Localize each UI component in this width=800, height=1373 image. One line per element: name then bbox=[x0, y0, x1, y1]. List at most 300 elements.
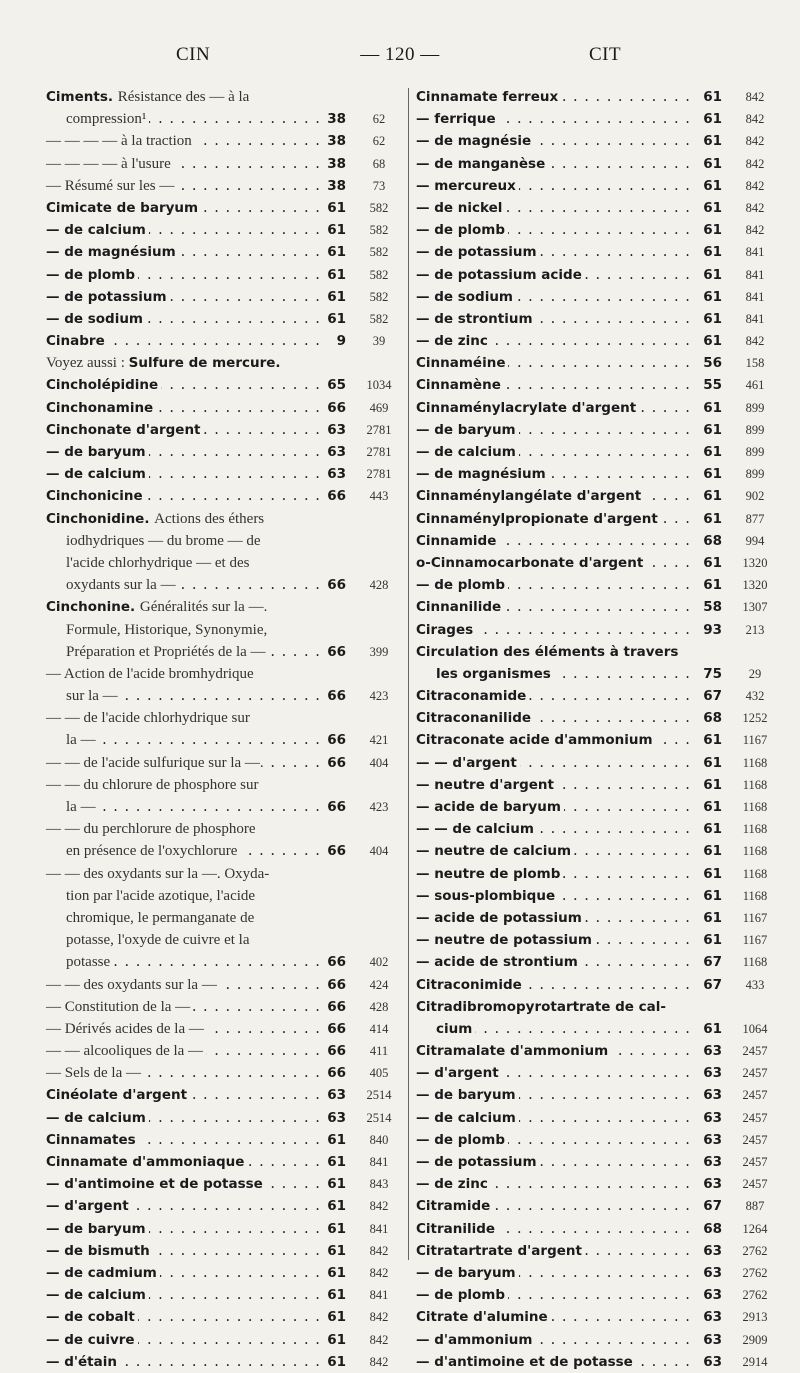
entry-term-text: Cinnaménylangélate d'argent bbox=[416, 488, 642, 505]
entry-volume: 61 bbox=[697, 330, 722, 352]
entry-volume: 61 bbox=[321, 286, 346, 308]
entry-page: 1168 bbox=[742, 800, 768, 814]
entry-term-text: Citraconamide bbox=[416, 688, 527, 705]
index-entry bbox=[46, 530, 402, 552]
index-entry bbox=[46, 840, 402, 862]
index-entry bbox=[46, 929, 402, 951]
entry-page: 842 bbox=[745, 223, 765, 238]
entry-term bbox=[46, 330, 108, 352]
entry-page: 1168 bbox=[742, 822, 768, 837]
entry-term-text: — de calcium bbox=[416, 444, 516, 460]
entry-term bbox=[46, 530, 264, 552]
entry-volume: 66 bbox=[321, 752, 346, 774]
entry-term-text: Cinchonicine bbox=[46, 488, 143, 505]
entry-term-text: Cinnamène bbox=[416, 377, 501, 394]
index-entry bbox=[46, 974, 402, 996]
entry-term bbox=[416, 1151, 540, 1173]
entry-volume: 61 bbox=[697, 485, 722, 507]
entry-term-text: — — de l'acide chlorhydrique sur bbox=[46, 710, 250, 727]
entry-volume: 61 bbox=[697, 929, 722, 951]
index-entry bbox=[416, 153, 778, 175]
entry-page: 2457 bbox=[742, 1088, 768, 1103]
entry-term-text: — de baryum bbox=[46, 444, 146, 460]
entry-page: 582 bbox=[369, 289, 389, 304]
entry-term-text: — de plomb bbox=[46, 266, 136, 283]
entry-term bbox=[416, 1306, 551, 1328]
index-entry bbox=[46, 397, 402, 419]
entry-term bbox=[46, 441, 149, 463]
entry-term bbox=[46, 707, 253, 729]
entry-page: 841 bbox=[745, 311, 765, 326]
entry-volume: 61 bbox=[321, 1129, 346, 1151]
entry-volume: 66 bbox=[321, 574, 346, 596]
entry-term bbox=[416, 907, 585, 929]
entry-term bbox=[46, 1195, 132, 1217]
entry-volume: 61 bbox=[697, 219, 722, 241]
entry-page: 899 bbox=[745, 445, 765, 459]
entry-volume: 58 bbox=[697, 596, 722, 618]
entry-term-text: Formule, Historique, Synonymie, bbox=[66, 621, 268, 638]
entry-term bbox=[46, 1107, 149, 1129]
entry-volume: 61 bbox=[697, 241, 722, 263]
index-entry bbox=[416, 840, 778, 862]
entry-term-text: — Résumé sur les — bbox=[46, 177, 175, 194]
entry-term-text: Ciments. bbox=[46, 89, 118, 105]
entry-term-text: Cinchonine. bbox=[46, 599, 140, 616]
entry-term bbox=[46, 1218, 149, 1240]
entry-term-text: Cinnamate d'ammoniaque bbox=[46, 1154, 245, 1170]
index-entry bbox=[46, 619, 402, 641]
index-entry bbox=[416, 1284, 778, 1306]
entry-term-text: Citraconimide bbox=[416, 976, 522, 993]
entry-term bbox=[46, 264, 138, 286]
entry-term bbox=[46, 1240, 153, 1262]
entry-page: 2457 bbox=[742, 1132, 768, 1147]
index-entry bbox=[416, 241, 778, 263]
index-column-right bbox=[416, 86, 778, 1373]
entry-page: 841 bbox=[369, 1221, 389, 1236]
entry-term-text: — sous-plombique bbox=[416, 887, 556, 904]
entry-page: 62 bbox=[372, 134, 386, 149]
entry-term bbox=[416, 241, 540, 263]
entry-term-text: — de plomb bbox=[416, 222, 506, 239]
entry-volume: 61 bbox=[697, 108, 722, 130]
index-entry bbox=[416, 419, 778, 441]
entry-term bbox=[416, 685, 529, 707]
entry-term bbox=[46, 840, 240, 862]
entry-term-text: — — des oxydants sur la —. Oxyda- bbox=[46, 865, 270, 882]
entry-term-text: — de baryum bbox=[416, 1264, 516, 1281]
entry-term bbox=[46, 1062, 144, 1084]
entry-volume: 61 bbox=[321, 1262, 346, 1284]
entry-volume: 61 bbox=[697, 197, 722, 219]
entry-term-text: — d'antimoine et de potasse bbox=[46, 1176, 263, 1193]
entry-volume: 93 bbox=[697, 619, 722, 641]
entry-volume: 61 bbox=[697, 552, 722, 574]
entry-term bbox=[416, 552, 646, 574]
entry-term bbox=[46, 1040, 206, 1062]
entry-volume: 61 bbox=[697, 175, 722, 197]
entry-page: 899 bbox=[745, 467, 765, 482]
entry-term-suffix: Généralités sur la —. bbox=[139, 599, 268, 616]
entry-term bbox=[46, 951, 113, 973]
entry-term-text: — de sodium bbox=[416, 288, 513, 305]
index-entry bbox=[46, 219, 402, 241]
entry-page: 840 bbox=[369, 1132, 389, 1147]
index-entry bbox=[416, 330, 778, 352]
entry-term-text: — de baryum bbox=[416, 1087, 516, 1104]
entry-term-text: Cimicate de baryum bbox=[46, 199, 199, 216]
entry-term bbox=[416, 197, 505, 219]
index-column-left bbox=[46, 86, 402, 1373]
entry-term-text: Citratartrate d'argent bbox=[416, 1242, 582, 1259]
entry-volume: 63 bbox=[321, 441, 346, 463]
entry-volume: 61 bbox=[321, 1306, 346, 1328]
entry-page: 411 bbox=[369, 1044, 389, 1059]
entry-term bbox=[416, 1040, 611, 1062]
header-right-keyword: CIT bbox=[589, 44, 622, 65]
entry-term bbox=[46, 1351, 120, 1373]
index-entry bbox=[416, 1262, 778, 1284]
entry-volume: 68 bbox=[697, 707, 722, 729]
index-entry bbox=[46, 1084, 402, 1106]
entry-term-text: Cinnaménylacrylate d'argent bbox=[416, 399, 637, 416]
entry-page: 1167 bbox=[742, 910, 768, 925]
index-entry bbox=[416, 1107, 778, 1129]
index-entry bbox=[416, 796, 778, 818]
entry-term-text: Citramalate d'ammonium bbox=[416, 1043, 609, 1060]
entry-term bbox=[416, 774, 557, 796]
index-entry bbox=[46, 574, 402, 596]
entry-page: 443 bbox=[369, 489, 389, 504]
entry-term bbox=[46, 552, 252, 574]
index-entry bbox=[46, 108, 402, 130]
index-entry bbox=[416, 974, 778, 996]
entry-term bbox=[46, 1329, 138, 1351]
index-entry bbox=[46, 1018, 402, 1040]
entry-term-text: Cinnaméine bbox=[416, 355, 506, 372]
entry-term-suffix: Actions des éthers bbox=[154, 510, 265, 527]
header-left-keyword: CIN bbox=[176, 44, 211, 65]
entry-term-text: — de cuivre bbox=[46, 1331, 135, 1348]
entry-page: 1168 bbox=[742, 777, 768, 792]
entry-volume: 61 bbox=[321, 1329, 346, 1351]
entry-term bbox=[416, 929, 595, 951]
entry-term bbox=[46, 596, 270, 618]
index-entry bbox=[46, 774, 402, 796]
entry-volume: 61 bbox=[697, 286, 722, 308]
entry-term-text: oxydants sur la — bbox=[66, 577, 176, 594]
entry-term-text: — neutre de potassium bbox=[416, 932, 592, 949]
index-entry bbox=[46, 330, 402, 352]
index-entry bbox=[46, 596, 402, 618]
entry-page: 1168 bbox=[742, 888, 768, 903]
entry-term bbox=[46, 108, 149, 130]
index-entry bbox=[46, 863, 402, 885]
entry-page: 2781 bbox=[366, 467, 392, 482]
index-entry bbox=[46, 175, 402, 197]
entry-page: 433 bbox=[745, 977, 765, 992]
entry-page: 2457 bbox=[742, 1110, 768, 1125]
index-entry bbox=[46, 241, 402, 263]
entry-page: 68 bbox=[372, 156, 386, 171]
entry-term bbox=[46, 463, 149, 485]
entry-term bbox=[416, 951, 581, 973]
entry-page: 899 bbox=[745, 400, 765, 415]
entry-term bbox=[46, 130, 195, 152]
entry-volume: 63 bbox=[697, 1129, 722, 1151]
entry-term-text: — neutre d'argent bbox=[416, 776, 554, 793]
entry-volume: 68 bbox=[697, 1218, 722, 1240]
entry-volume: 61 bbox=[321, 1195, 346, 1217]
index-entry bbox=[416, 885, 778, 907]
entry-volume: 61 bbox=[321, 1151, 346, 1173]
entry-page: 842 bbox=[745, 156, 765, 171]
entry-term bbox=[416, 996, 669, 1018]
index-entry bbox=[46, 752, 402, 774]
entry-term bbox=[416, 752, 520, 774]
entry-term-text: — de nickel bbox=[416, 199, 503, 216]
entry-volume: 61 bbox=[697, 264, 722, 286]
entry-volume: 9 bbox=[321, 330, 346, 352]
entry-term-text: — de magnésie bbox=[416, 133, 532, 150]
entry-term bbox=[416, 463, 549, 485]
entry-term bbox=[46, 885, 258, 907]
entry-page: 1307 bbox=[742, 600, 768, 615]
entry-page: 842 bbox=[369, 1354, 389, 1369]
entry-page: 2457 bbox=[742, 1177, 768, 1192]
entry-volume: 56 bbox=[697, 352, 722, 374]
entry-term bbox=[46, 352, 284, 374]
entry-page: 469 bbox=[369, 400, 389, 415]
entry-page: 29 bbox=[748, 666, 762, 681]
entry-page: 2457 bbox=[742, 1066, 768, 1081]
entry-page: 842 bbox=[369, 1243, 389, 1258]
entry-term-text: Citraconanilide bbox=[416, 710, 532, 727]
entry-volume: 61 bbox=[697, 86, 722, 108]
entry-term-text: Cinabre bbox=[46, 333, 105, 350]
entry-term-text: chromique, le permanganate de bbox=[66, 909, 255, 926]
entry-volume: 67 bbox=[697, 974, 722, 996]
entry-term bbox=[46, 1262, 160, 1284]
entry-term-text: — Dérivés acides de la — bbox=[46, 1020, 204, 1037]
entry-term-text: — de plomb bbox=[416, 1287, 506, 1304]
entry-term bbox=[46, 818, 259, 840]
entry-page: 402 bbox=[369, 955, 389, 970]
entry-page: 899 bbox=[745, 422, 765, 437]
entry-page: 2781 bbox=[366, 422, 392, 437]
entry-term bbox=[416, 1173, 491, 1195]
entry-page: 582 bbox=[369, 200, 389, 215]
entry-term bbox=[46, 641, 269, 663]
entry-term-text: Cinchonidine. bbox=[46, 510, 155, 527]
index-entry bbox=[416, 286, 778, 308]
entry-page: 877 bbox=[745, 511, 765, 526]
entry-volume: 66 bbox=[321, 1062, 346, 1084]
entry-volume: 65 bbox=[321, 374, 346, 396]
entry-term-text: tion par l'acide azotique, l'acide bbox=[66, 887, 256, 904]
entry-term bbox=[46, 796, 99, 818]
index-entry bbox=[416, 108, 778, 130]
entry-term bbox=[46, 929, 252, 951]
entry-volume: 38 bbox=[321, 108, 346, 130]
index-entry bbox=[46, 1151, 402, 1173]
entry-page: 1168 bbox=[742, 844, 768, 859]
entry-term-text: — de potassium bbox=[416, 1154, 537, 1170]
entry-volume: 66 bbox=[321, 485, 346, 507]
entry-page: 1167 bbox=[742, 933, 768, 948]
entry-volume: 66 bbox=[321, 840, 346, 862]
entry-volume: 61 bbox=[321, 1173, 346, 1195]
entry-page: 842 bbox=[369, 1199, 389, 1214]
entry-term-text: — de calcium bbox=[46, 1287, 146, 1304]
index-entry bbox=[46, 508, 402, 530]
entry-volume: 61 bbox=[697, 441, 722, 463]
entry-term-text: Citradibromopyrotartrate de cal- bbox=[416, 998, 666, 1015]
entry-term bbox=[416, 596, 504, 618]
entry-page: 582 bbox=[369, 245, 389, 260]
entry-term bbox=[416, 86, 561, 108]
entry-term bbox=[416, 663, 554, 685]
index-entry bbox=[416, 130, 778, 152]
entry-page: 2762 bbox=[742, 1265, 768, 1280]
entry-term bbox=[46, 729, 99, 751]
entry-page: 841 bbox=[369, 1288, 389, 1303]
entry-term bbox=[416, 330, 491, 352]
entry-term-text: Citraconate acide d'ammonium bbox=[416, 732, 653, 749]
entry-volume: 61 bbox=[697, 752, 722, 774]
index-entry bbox=[46, 197, 402, 219]
entry-term bbox=[416, 1018, 475, 1040]
index-entry bbox=[416, 1306, 778, 1328]
entry-page: 39 bbox=[372, 334, 386, 349]
entry-page: 841 bbox=[745, 289, 765, 304]
entry-term bbox=[46, 685, 121, 707]
entry-term-text: Cinnamates bbox=[46, 1131, 136, 1148]
entry-page: 582 bbox=[369, 223, 389, 238]
entry-term bbox=[46, 1284, 149, 1306]
entry-term-text: — — — — à la traction bbox=[46, 133, 192, 150]
entry-volume: 66 bbox=[321, 1040, 346, 1062]
entry-term-text: — de magnésium bbox=[416, 466, 546, 483]
entry-page: 842 bbox=[745, 200, 765, 215]
index-entry bbox=[416, 641, 778, 663]
entry-volume: 61 bbox=[321, 264, 346, 286]
entry-term bbox=[46, 1129, 139, 1151]
entry-term bbox=[46, 663, 257, 685]
entry-volume: 61 bbox=[697, 574, 722, 596]
entry-term bbox=[416, 1262, 519, 1284]
entry-term bbox=[46, 619, 270, 641]
entry-volume: 61 bbox=[697, 308, 722, 330]
entry-volume: 63 bbox=[697, 1351, 722, 1373]
entry-term-text: iodhydriques — du brome — de bbox=[66, 532, 261, 549]
entry-page: 423 bbox=[369, 689, 389, 704]
entry-page: 842 bbox=[745, 112, 765, 127]
entry-volume: 63 bbox=[321, 463, 346, 485]
entry-term-text: — — du perchlorure de phosphore bbox=[46, 821, 256, 838]
entry-term-text: — Constitution de la — bbox=[46, 998, 191, 1015]
entry-term bbox=[46, 241, 179, 263]
entry-term-text: — de calcium bbox=[46, 222, 146, 239]
entry-volume: 66 bbox=[321, 974, 346, 996]
entry-term-text: — d'ammonium bbox=[416, 1331, 533, 1348]
index-entry bbox=[416, 707, 778, 729]
entry-page: 842 bbox=[745, 90, 765, 104]
entry-term-text: en présence de l'oxychlorure bbox=[66, 843, 238, 860]
entry-term-text: Cinnaménylpropionate d'argent bbox=[416, 510, 658, 527]
entry-term-text: Cinéolate d'argent bbox=[46, 1087, 188, 1104]
index-entry bbox=[416, 552, 778, 574]
entry-term-text: — — de l'acide sulfurique sur la —. bbox=[46, 754, 264, 771]
entry-term-text: Cinnanilide bbox=[416, 599, 502, 616]
index-entry bbox=[46, 1107, 402, 1129]
index-entry bbox=[46, 286, 402, 308]
index-entry bbox=[416, 574, 778, 596]
entry-page: 158 bbox=[745, 356, 765, 371]
index-entry bbox=[416, 197, 778, 219]
entry-term bbox=[46, 397, 156, 419]
entry-term-text: Cincholépidine bbox=[46, 377, 159, 394]
entry-page: 2514 bbox=[366, 1110, 392, 1125]
entry-page: 2913 bbox=[742, 1310, 768, 1325]
index-entry bbox=[46, 463, 402, 485]
entry-term-text: — de calcium bbox=[46, 1109, 146, 1126]
entry-term-text: Citrate d'alumine bbox=[416, 1309, 548, 1326]
entry-term bbox=[416, 485, 644, 507]
entry-term-text: — de potassium acide bbox=[416, 266, 582, 283]
index-entry bbox=[416, 219, 778, 241]
entry-term bbox=[416, 1351, 636, 1373]
entry-term-text: — — du chlorure de phosphore sur bbox=[46, 776, 259, 793]
entry-volume: 38 bbox=[321, 130, 346, 152]
entry-term-text: — mercureux bbox=[416, 177, 516, 194]
entry-term-text: — Action de l'acide bromhydrique bbox=[46, 665, 254, 682]
entry-volume: 61 bbox=[321, 1351, 346, 1373]
entry-page: 404 bbox=[369, 844, 389, 859]
entry-term bbox=[416, 1240, 585, 1262]
entry-term bbox=[416, 264, 585, 286]
entry-page: 582 bbox=[369, 267, 389, 282]
entry-term bbox=[416, 441, 519, 463]
entry-page: 2514 bbox=[366, 1088, 392, 1103]
index-entry bbox=[416, 1084, 778, 1106]
entry-term bbox=[46, 308, 146, 330]
index-entry bbox=[46, 685, 402, 707]
index-entry bbox=[46, 1062, 402, 1084]
entry-page: 1252 bbox=[742, 711, 768, 726]
entry-term-text: — ferrique bbox=[416, 111, 496, 128]
entry-page: 1168 bbox=[742, 955, 768, 970]
index-entry bbox=[416, 818, 778, 840]
entry-term bbox=[416, 308, 536, 330]
index-entry bbox=[416, 663, 778, 685]
index-entry bbox=[416, 1218, 778, 1240]
entry-term bbox=[416, 707, 534, 729]
entry-term bbox=[46, 197, 201, 219]
index-entry bbox=[46, 308, 402, 330]
entry-term-text: la — bbox=[66, 732, 96, 749]
entry-term bbox=[46, 863, 272, 885]
entry-page: 842 bbox=[745, 178, 765, 193]
entry-term bbox=[416, 818, 537, 840]
entry-term bbox=[416, 1218, 498, 1240]
entry-volume: 61 bbox=[697, 774, 722, 796]
entry-term bbox=[46, 374, 161, 396]
entry-term bbox=[416, 974, 525, 996]
entry-term bbox=[416, 419, 519, 441]
index-entry bbox=[416, 863, 778, 885]
